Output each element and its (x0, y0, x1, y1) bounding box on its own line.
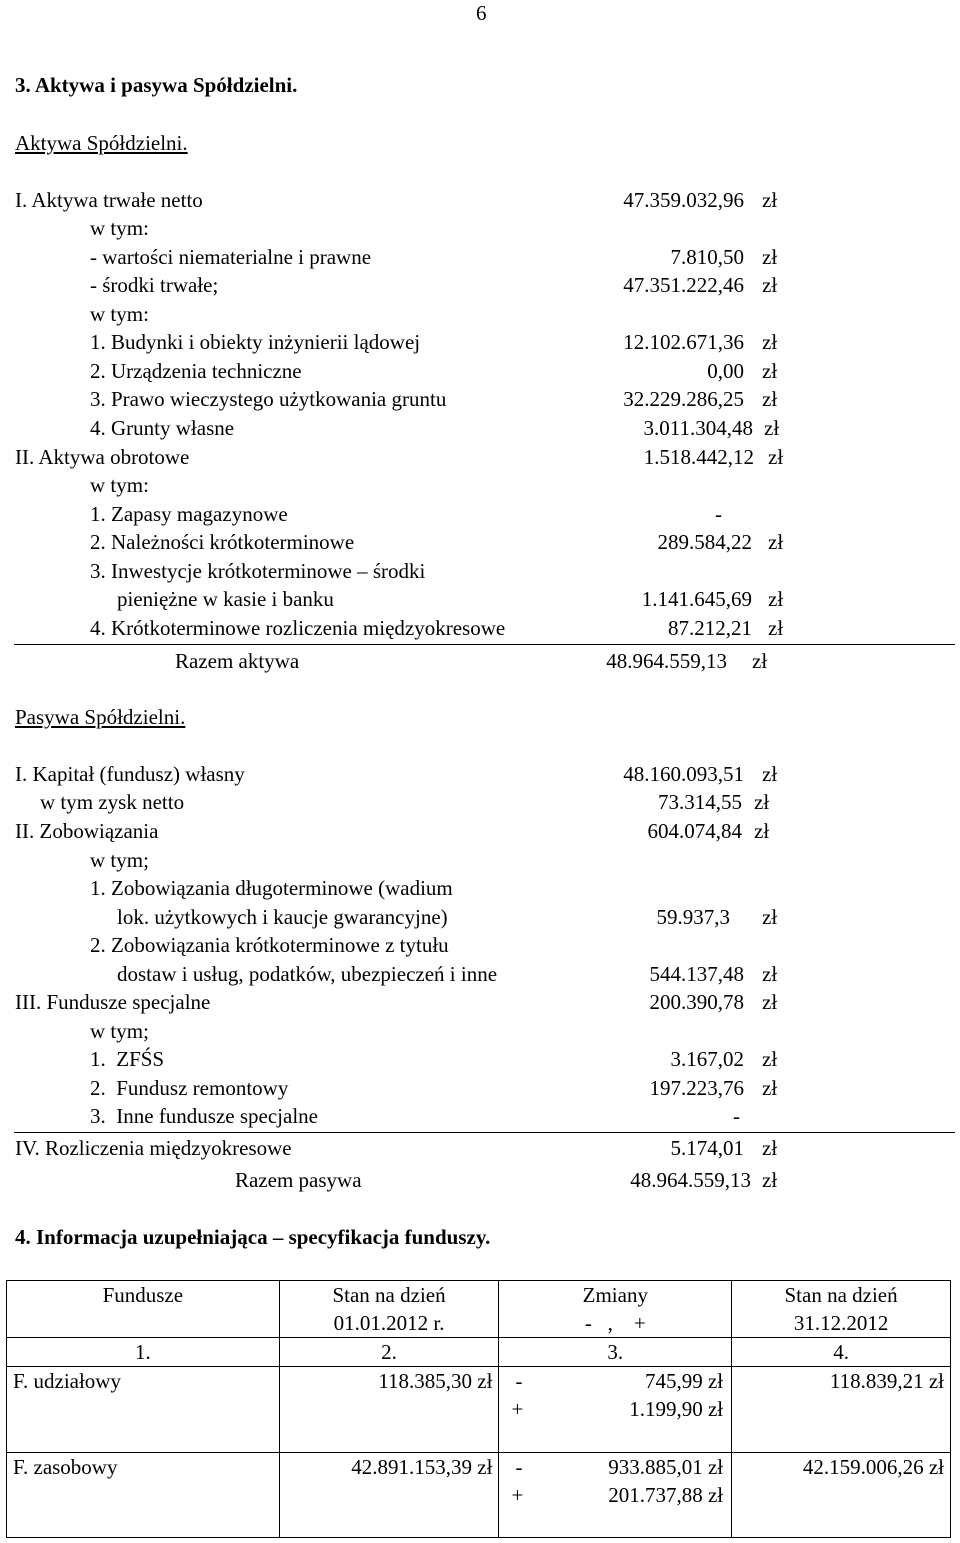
asset-label: 4. Krótkoterminowe rozliczenia międzyokresowe (90, 616, 506, 640)
asset-label: 2. Należności krótkoterminowe (90, 530, 355, 554)
funds-table (6, 1280, 951, 1538)
asset-unit: zł (762, 273, 778, 297)
asset-label: II. Aktywa obrotowe (15, 445, 190, 469)
assets-total-rule (14, 644, 955, 645)
liability-label: 2. Zobowiązania krótkoterminowe z tytułu (90, 933, 449, 957)
minus-sign: - (515, 1455, 523, 1479)
plus-sign: + (511, 1483, 524, 1507)
asset-label: 3. Inwestycje krótkoterminowe – środki (90, 559, 426, 583)
table-row (7, 1453, 951, 1538)
asset-label: 4. Grunty własne (90, 416, 235, 440)
assets-title: Aktywa Spółdzielni. (15, 131, 188, 155)
asset-unit: zł (762, 245, 778, 269)
asset-label: w tym: (90, 302, 149, 326)
header-end-date: 31.12.2012 (793, 1311, 889, 1335)
fund-name: F. udziałowy (7, 1367, 280, 1453)
asset-unit: zł (768, 445, 784, 469)
fund-changes (499, 1453, 732, 1538)
asset-value: 47.359.032,96 (623, 188, 744, 212)
asset-label: 2. Urządzenia techniczne (90, 359, 302, 383)
liability-label: lok. użytkowych i kaucje gwarancyjne) (117, 905, 448, 929)
column-number: 3. (499, 1338, 732, 1367)
asset-label: w tym: (90, 216, 149, 240)
liability-unit: zł (762, 762, 778, 786)
funds-table-number-row (7, 1338, 951, 1367)
liability-value: 5.174,01 (670, 1136, 744, 1160)
section-4-title: 4. Informacja uzupełniająca – specyfikacja funduszy. (15, 1225, 491, 1249)
liabilities-total-label: Razem pasywa (235, 1168, 362, 1192)
liability-label: IV. Rozliczenia międzyokresowe (15, 1136, 292, 1160)
liability-label: 1. ZFŚS (90, 1047, 165, 1071)
fund-end: 42.159.006,26 zł (732, 1453, 951, 1538)
asset-value: 87.212,21 (668, 616, 752, 640)
header-cell (499, 1281, 732, 1338)
page-number: 6 (476, 1, 487, 25)
assets-total-value: 48.964.559,13 (606, 649, 727, 673)
liability-label: w tym; (90, 848, 149, 872)
header-start-date: 01.01.2012 r. (333, 1311, 445, 1335)
minus-sign: - (515, 1369, 523, 1393)
fund-name: F. zasobowy (7, 1453, 280, 1538)
liability-unit: zł (762, 1136, 778, 1160)
liability-unit: zł (754, 819, 770, 843)
assets-total-label: Razem aktywa (175, 649, 300, 673)
asset-unit: zł (762, 387, 778, 411)
asset-label: w tym: (90, 473, 149, 497)
fund-changes (499, 1367, 732, 1453)
asset-unit: zł (762, 330, 778, 354)
asset-value: 0,00 (707, 359, 744, 383)
liability-unit: zł (762, 990, 778, 1014)
asset-unit: zł (768, 530, 784, 554)
asset-label: - wartości niematerialne i prawne (90, 245, 372, 269)
header-start: Stan na dzień (332, 1283, 446, 1307)
liability-value: 59.937,3 (656, 905, 730, 929)
plus-value: 1.199,90 zł (629, 1397, 724, 1421)
plus-sign: + (511, 1397, 524, 1421)
liabilities-title: Pasywa Spółdzielni. (15, 705, 186, 729)
liability-label: w tym zysk netto (40, 790, 185, 814)
liability-unit: zł (762, 905, 778, 929)
liability-unit: zł (754, 790, 770, 814)
header-funds: Fundusze (102, 1283, 184, 1307)
liability-value: 544.137,48 (649, 962, 744, 986)
header-cell (732, 1281, 951, 1338)
asset-label: - środki trwałe; (90, 273, 219, 297)
asset-value: 3.011.304,48 (643, 416, 753, 440)
section-3-title: 3. Aktywa i pasywa Spółdzielni. (15, 73, 298, 97)
column-number: 4. (732, 1338, 951, 1367)
liability-label: w tym; (90, 1019, 149, 1043)
funds-table-header-row (7, 1281, 951, 1338)
fund-start: 42.891.153,39 zł (279, 1453, 499, 1538)
table-row (7, 1367, 951, 1453)
asset-unit: zł (768, 587, 784, 611)
liability-label: dostaw i usług, podatków, ubezpieczeń i inne (117, 962, 498, 986)
asset-label: I. Aktywa trwałe netto (15, 188, 203, 212)
liabilities-total-value: 48.964.559,13 (630, 1168, 751, 1192)
header-end: Stan na dzień (784, 1283, 898, 1307)
plus-value: 201.737,88 zł (608, 1483, 724, 1507)
asset-label: 1. Budynki i obiekty inżynierii lądowej (90, 330, 421, 354)
liability-label: 1. Zobowiązania długoterminowe (wadium (90, 876, 453, 900)
column-number: 1. (7, 1338, 280, 1367)
asset-value: 1.141.645,69 (641, 587, 752, 611)
liability-value: 200.390,78 (649, 990, 744, 1014)
liability-value: 197.223,76 (649, 1076, 744, 1100)
liability-value: 604.074,84 (647, 819, 742, 843)
liabilities-subtotal-rule (14, 1132, 955, 1133)
header-cell (279, 1281, 499, 1338)
asset-value: 289.584,22 (657, 530, 752, 554)
asset-value: 47.351.222,46 (623, 273, 744, 297)
asset-value: 7.810,50 (670, 245, 744, 269)
asset-value: 12.102.671,36 (623, 330, 744, 354)
minus-value: 745,99 zł (644, 1369, 724, 1393)
asset-unit: zł (764, 416, 780, 440)
liability-label: II. Zobowiązania (15, 819, 159, 843)
fund-end: 118.839,21 zł (732, 1367, 951, 1453)
liability-label: III. Fundusze specjalne (15, 990, 211, 1014)
asset-label: pieniężne w kasie i banku (117, 587, 334, 611)
asset-value: 32.229.286,25 (623, 387, 744, 411)
asset-label: 3. Prawo wieczystego użytkowania gruntu (90, 387, 447, 411)
liability-label: I. Kapitał (fundusz) własny (15, 762, 245, 786)
asset-unit: zł (768, 616, 784, 640)
liabilities-total-unit: zł (762, 1168, 778, 1192)
assets-total-unit: zł (752, 649, 768, 673)
asset-unit: zł (762, 188, 778, 212)
asset-label: 1. Zapasy magazynowe (90, 502, 288, 526)
liability-unit: zł (762, 962, 778, 986)
asset-unit: zł (762, 359, 778, 383)
liability-unit: zł (762, 1047, 778, 1071)
header-cell (7, 1281, 280, 1338)
minus-value: 933.885,01 zł (608, 1455, 724, 1479)
column-number: 2. (279, 1338, 499, 1367)
header-changes: Zmiany (582, 1283, 648, 1307)
header-changes-signs: - , + (584, 1311, 646, 1335)
liability-value: 48.160.093,51 (623, 762, 744, 786)
liability-value: 3.167,02 (670, 1047, 744, 1071)
liability-value: - (733, 1104, 740, 1128)
asset-value: - (715, 502, 722, 526)
liability-unit: zł (762, 1076, 778, 1100)
fund-start: 118.385,30 zł (279, 1367, 499, 1453)
liability-label: 2. Fundusz remontowy (90, 1076, 289, 1100)
liability-value: 73.314,55 (658, 790, 742, 814)
asset-value: 1.518.442,12 (643, 445, 754, 469)
liability-label: 3. Inne fundusze specjalne (90, 1104, 318, 1128)
